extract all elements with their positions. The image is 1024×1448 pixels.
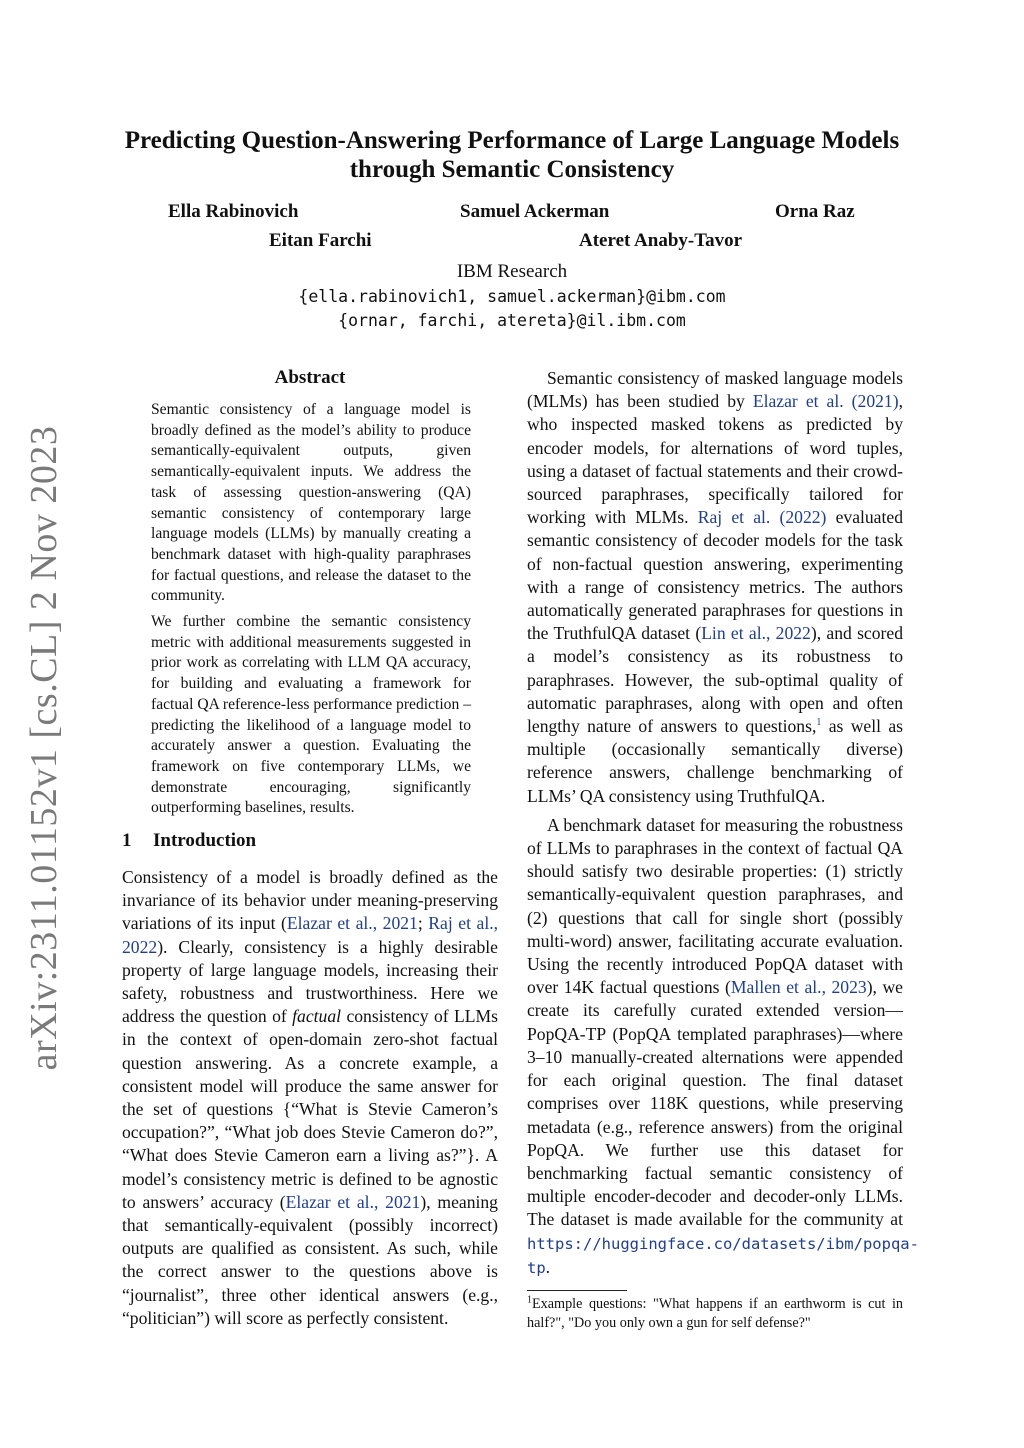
footnote (527, 1295, 903, 1333)
text: , who inspected masked tokens as predicted by encoder models, for alternations of word tuples, using a dataset of factual statements and their crowd-sourced paraphrases, specifically tailored for working with MLMs. (527, 391, 903, 528)
text: A benchmark dataset for measuring the robustness of LLMs to paraphrases in the context of factual QA should satisfy two desirable properties: (1) strictly semantically-equivalent question paraphrases, and (2) questions that call for single short (possibly multi-word) answer, facilitating accurate evaluation. Using the recently introduced PopQA dataset with over 14K factual questions ( (527, 814, 903, 998)
paper-title (0, 126, 1024, 184)
title-line-1: Predicting Question-Answering Performance of Large Language Models (124, 127, 900, 154)
citation-link[interactable]: Mallen et al., 2023 (730, 977, 867, 998)
author-orna-raz: Orna Raz (775, 201, 855, 222)
abstract-paragraph-2: We further combine the semantic consistency metric with additional measurements suggested in prior work as correlating with LLM QA accuracy, for building and evaluating a framework for factual QA reference-less performance prediction – predicting the likelihood of a language model to accurately answer a question. Evaluating the framework on five contemporary LLMs, we demonstrate encouraging, significantly outperforming baselines, results. (151, 613, 471, 817)
citation-link[interactable]: Elazar et al., 2021 (286, 913, 418, 934)
right-column-body (527, 367, 919, 1280)
email-line-2: {ornar, farchi, atereta}@il.ibm.com (338, 311, 686, 330)
text: ), and scored a model’s consistency as its robustness to paraphrases. However, the sub-optimal quality of automatic paraphrases, along with open and often lengthy nature of answers to questions, (527, 623, 904, 737)
footnote-text: Example questions: "What happens if an earthworm is cut in half?", "Do you only own a gun for self defense?" (527, 1296, 903, 1331)
text: ; (417, 913, 429, 934)
abstract-paragraph-1: Semantic consistency of a language model is broadly defined as the model’s ability to produce semantically-equivalent outputs, given semantically-equivalent inputs. We address the task of assessing question-answering (QA) semantic consistency of contemporary large language models (LLMs) by manually creating a benchmark dataset with high-quality paraphrases for factual questions, and release the dataset to the community. (151, 401, 471, 605)
citation-link[interactable]: Elazar et al., 2021 (285, 1191, 421, 1212)
author-samuel-ackerman: Samuel Ackerman (460, 201, 610, 222)
abstract-body (151, 400, 471, 819)
text: . (545, 1256, 551, 1277)
author-ateret-anaby-tavor: Ateret Anaby-Tavor (579, 230, 743, 251)
affiliation: IBM Research (456, 261, 568, 282)
email-line-1: {ella.rabinovich1, samuel.ackerman}@ibm.com (298, 287, 726, 306)
text: evaluated semantic consistency of decoder models for the task of non-factual question answering, experimenting with a range of consistency metrics. The authors automatically generated paraphrases for questions in the TruthfulQA dataset ( (527, 507, 903, 644)
abstract-heading: Abstract (274, 367, 346, 388)
text: Semantic consistency of masked language models (MLMs) has been studied by (527, 368, 903, 412)
arxiv-identifier: arXiv:2311.01152v1 [cs.CL] 2 Nov 2023 (23, 425, 65, 1071)
section-title: Introduction (153, 830, 257, 851)
section-heading-introduction (122, 830, 256, 852)
text: ), we create its carefully curated extended version—PopQA-TP (PopQA templated paraphrases)—where 3–10 manually-created alternations were appended for each original question. The final dataset comprises over 118K questions, while preserving metadata (e.g., reference answers) from the original PopQA. We further use this dataset for benchmarking factual semantic consistency of multiple encoder-decoder and decoder-only LLMs. The dataset is made available for the community at (527, 977, 903, 1230)
section-number: 1 (122, 830, 132, 851)
citation-link[interactable]: Lin et al., 2022 (701, 623, 811, 644)
text: ), meaning that semantically-equivalent (possibly incorrect) outputs are qualified as consistent. As such, while the correct answer to the questions above is “journalist”, three other identical answers (e.g., “politician”) will score as perfectly consistent. (122, 1191, 498, 1328)
emphasis-text: factual (292, 1006, 342, 1027)
intro-paragraph (122, 866, 498, 1330)
footnote-number: 1 (527, 1294, 532, 1306)
text: Consistency of a model is broadly defined as the invariance of its behavior under meaning-preserving variations of its input ( (122, 867, 498, 934)
citation-link[interactable]: Raj et al. (2022) (697, 507, 827, 528)
dataset-url-link[interactable]: https://huggingface.co/datasets/ibm/popqa-tp (527, 1234, 919, 1277)
citation-link[interactable]: Elazar et al. (2021) (752, 391, 899, 412)
title-line-2: through Semantic Consistency (349, 156, 675, 183)
right-paragraph-2 (527, 814, 919, 1280)
text: consistency of LLMs in the context of open-domain zero-shot factual question answering. As a concrete example, a consistent model will produce the same answer for the set of questions {“What is Stevie Cameron’s occupation?”, “What job does Stevie Cameron do?”, “What does Stevie Cameron earn a living as?”}. A model’s consistency metric is defined to be agnostic to answers’ accuracy ( (122, 1006, 498, 1212)
citation-link[interactable]: Raj et al., 2022 (122, 913, 499, 957)
footnote-divider (527, 1290, 627, 1291)
text: ). Clearly, consistency is a highly desirable property of large language models, increasing their safety, robustness and trustworthiness. Here we address the question of (122, 936, 498, 1027)
text: as well as multiple (occasionally semantically diverse) reference answers, challenge benchmarking of LLMs’ QA consistency using TruthfulQA. (527, 716, 903, 806)
author-eitan-farchi: Eitan Farchi (269, 230, 372, 251)
right-paragraph-1 (527, 367, 903, 808)
footnote-marker[interactable]: 1 (816, 717, 822, 729)
introduction-body (122, 866, 498, 1330)
author-ella-rabinovich: Ella Rabinovich (168, 201, 299, 222)
